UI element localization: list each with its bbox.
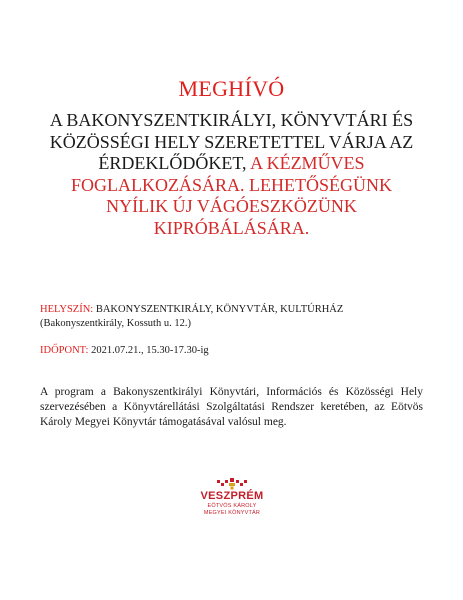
- time-value: 2021.07.21., 15.30-17.30-ig: [91, 345, 209, 356]
- invitation-text-main: A BAKONYSZENTKIRÁLYI, KÖNYVTÁRI ÉS KÖZÖSSÉGI HELY SZERETETTEL VÁRJA AZ ÉRDEKLŐDŐKET,: [49, 110, 414, 173]
- program-description: A program a Bakonyszentkirályi Könyvtári, Információs és Közösségi Hely szervezésében a Könyvtárellátási Szolgáltatási Rendszer keretében, az Eötvös Károly Megyei Könyvtár támogatásával valósul meg.: [40, 386, 423, 428]
- time-block: [40, 344, 440, 358]
- location-address: (Bakonyszentkirály, Kossuth u. 12.): [40, 318, 191, 329]
- library-logo: [176, 478, 288, 517]
- location-block: [40, 303, 440, 331]
- time-label: IDŐPONT:: [40, 345, 89, 356]
- page-title: MEGHÍVÓ: [178, 76, 285, 101]
- location-value: BAKONYSZENTKIRÁLY, KÖNYVTÁR, KULTÚRHÁZ: [95, 304, 344, 315]
- logo-line1: EÖTVÖS KÁROLY: [207, 503, 257, 509]
- crown-icon: [215, 478, 249, 490]
- logo-line2: MEGYEI KÖNYVTÁR: [203, 510, 261, 516]
- location-label: HELYSZÍN:: [40, 304, 94, 315]
- invitation-text-highlight: A KÉZMŰVES FOGLALKOZÁSÁRA. LEHETŐSÉGÜNK NYÍLIK ÚJ VÁGÓESZKÖZÜNK KIPRÓBÁLÁSÁRA.: [71, 153, 392, 238]
- invitation-text: [40, 110, 423, 239]
- logo-name: VESZPRÉM: [200, 490, 264, 502]
